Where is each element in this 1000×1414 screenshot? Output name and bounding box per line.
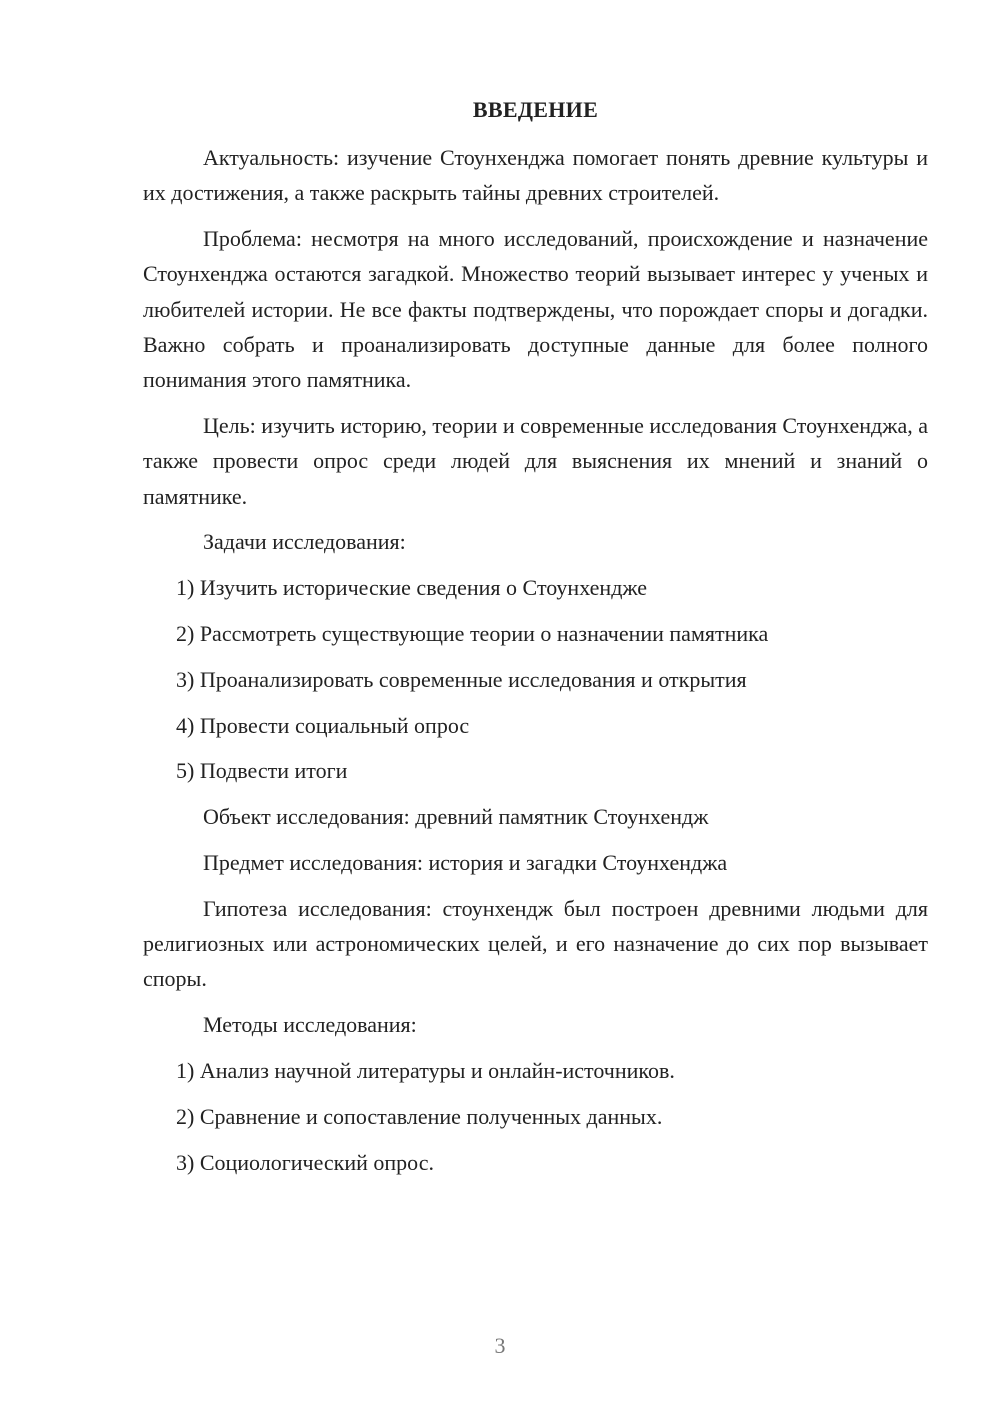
task-item: 5) Подвести итоги [176,758,348,784]
research-subject: Предмет исследования: история и загадки Стоунхенджа [203,850,728,876]
page-number: 3 [494,1333,506,1358]
relevance-paragraph: Актуальность: изучение Стоунхенджа помогает понять древние культуры и их достижения, а также раскрыть тайны древних строителей. [143,145,928,206]
method-item: 3) Социологический опрос. [176,1149,434,1175]
goal-paragraph: Цель: изучить историю, теории и современные исследования Стоунхенджа, а также провести опрос среди людей для выяснения их мнений и знаний о памятнике. [143,413,928,509]
method-item: 2) Сравнение и сопоставление полученных данных. [176,1103,663,1129]
task-item: 4) Провести социальный опрос [176,712,470,738]
task-item: 3) Проанализировать современные исследования и открытия [176,666,747,692]
methods-list [143,1053,928,1180]
task-item: 2) Рассмотреть существующие теории о назначении памятника [176,621,769,647]
page-title: ВВЕДЕНИЕ [472,97,599,122]
hypothesis-paragraph: Гипотеза исследования: стоунхендж был построен древними людьми для религиозных или астрономических целей, и его назначение до сих пор вызывает споры. [143,895,928,992]
document-page [143,92,928,1190]
methods-heading: Методы исследования: [203,1012,417,1038]
research-object: Объект исследования: древний памятник Стоунхендж [203,804,709,830]
method-item: 1) Анализ научной литературы и онлайн-источников. [176,1058,675,1084]
task-item: 1) Изучить исторические сведения о Стоунхендже [176,575,648,601]
tasks-heading: Задачи исследования: [203,529,406,555]
problem-paragraph: Проблема: несмотря на много исследований, происхождение и назначение Стоунхенджа остаются загадкой. Множество теорий вызывает интерес у ученых и любителей истории. Не все факты подтверждены, что порождает споры и догадки. Важно собрать и проанализировать доступные данные для более полного понимания этого памятника. [143,226,928,393]
tasks-list [143,570,928,788]
